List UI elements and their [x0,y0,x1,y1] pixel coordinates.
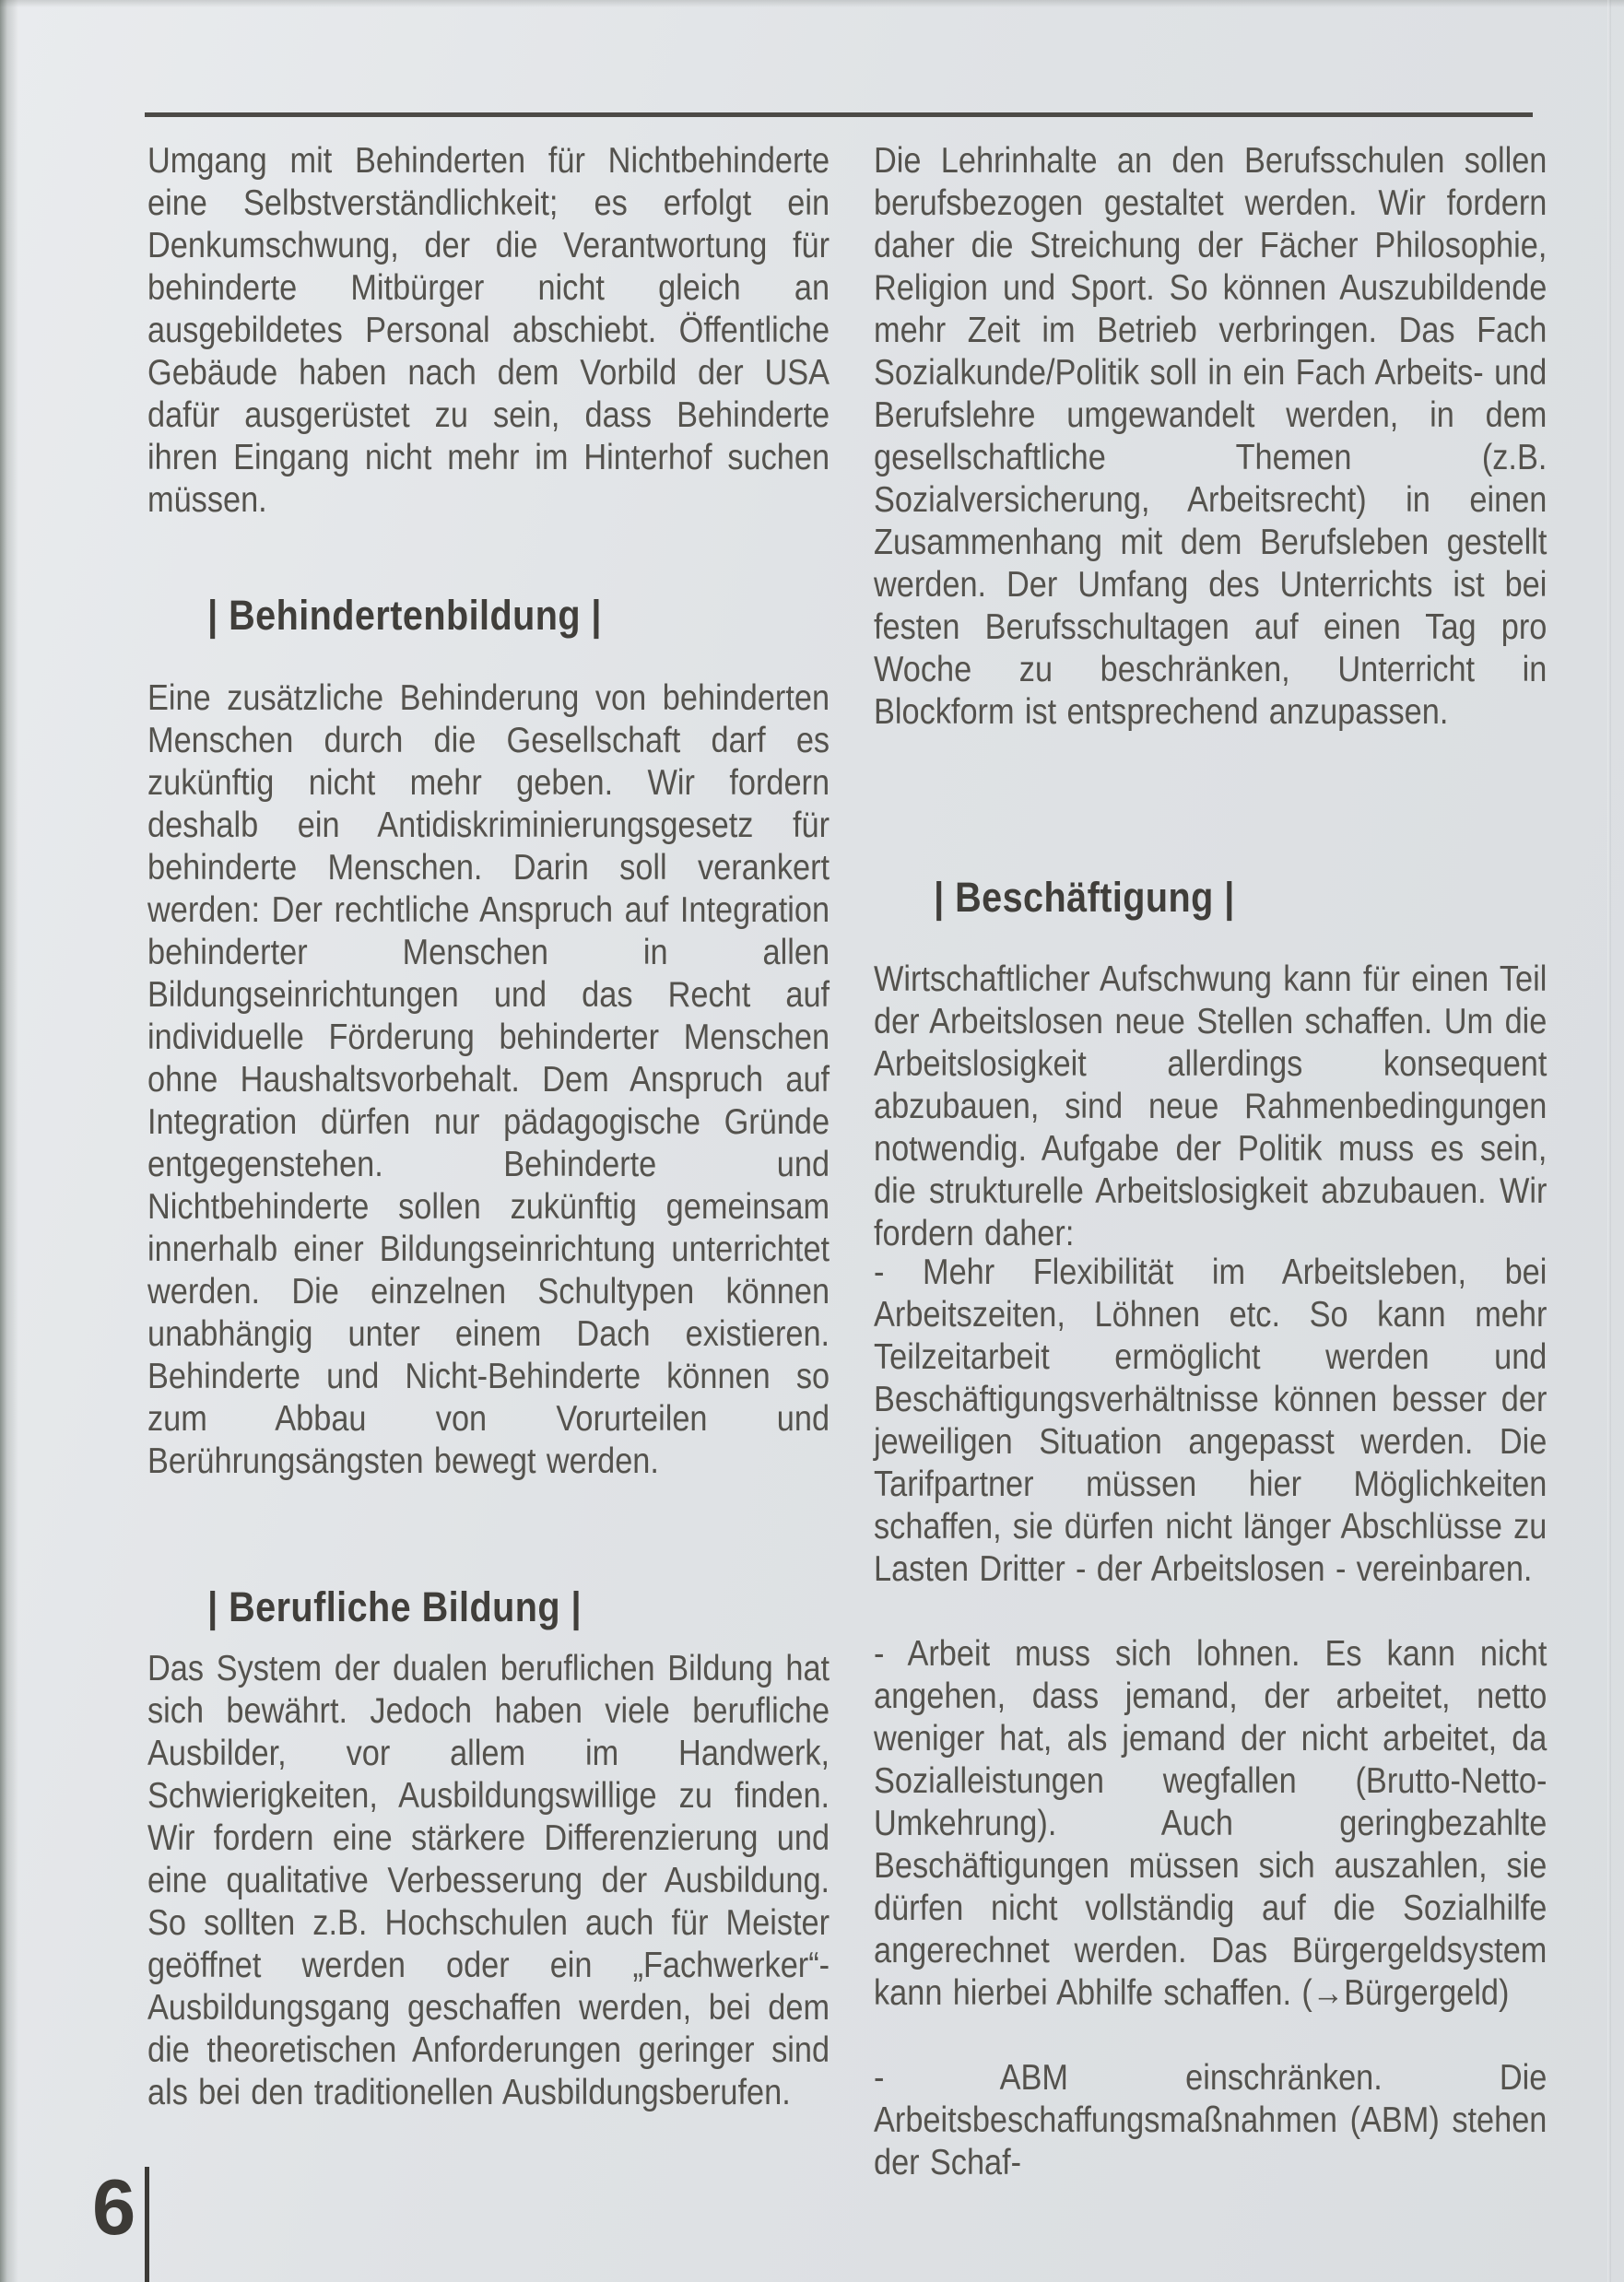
list-item-abm-einschraenken: - ABM einschränken. Die Arbeitsbeschaffungsmaßnahmen (ABM) stehen der Schaf- [874,2058,1548,2182]
footer-rule [145,2167,149,2282]
page-number: 6 [92,2164,136,2252]
left-column [147,0,830,2282]
paragraph-lehrinhalte: Die Lehrinhalte an den Berufsschulen sollen berufsbezogen gestaltet werden. Wir fordern daher die Streichung der Fächer Philosophie, Religion und Sport. So können Auszubildende mehr Zeit im Betrieb verbringen. Das Fach Sozialkunde/Politik soll in ein Fach Arbeits- und Berufslehre umgewandelt werden, in dem gesellschaftliche Themen (z.B. Sozialversicherung, Arbeitsrecht) in einen Zusammenhang mit dem Berufsleben gestellt werden. Der Umfang des Unterrichts ist bei festen Berufsschultagen auf einen Tag pro Woche zu beschränken, Unterricht in Blockform ist entsprechend anzupassen. [874,141,1548,732]
paper-crease [1607,0,1611,2282]
list-item-arbeit-muss-sich-lohnen: - Arbeit muss sich lohnen. Es kann nicht angehen, dass jemand, der arbeitet, netto weniger hat, als jemand der nicht arbeitet, da Sozialleistungen wegfallen (Brutto-Netto-Umkehrung). Auch geringbezahlte Beschäftigungen müssen sich auszahlen, sie dürfen nicht vollständig auf die Sozialhilfe angerechnet werden. Das Bürgergeldsystem kann hierbei Abhilfe schaffen. (→Bürgergeld) [874,1634,1548,2013]
heading-behindertenbildung: | Behindertenbildung | [207,592,602,639]
list-item-flexibilitaet: - Mehr Flexibilität im Arbeitsleben, bei Arbeitszeiten, Löhnen etc. So kann mehr Teilzeitarbeit ermöglicht werden und Beschäftigungsverhältnisse können besser der jeweiligen Situation angepasst werden. Die Tarifpartner müssen hier Möglichkeiten schaffen, sie dürfen nicht länger Abschlüsse zu Lasten Dritter - der Arbeitslosen - vereinbaren. [874,1253,1548,1589]
right-column [874,0,1547,2282]
paragraph-umgang-mit-behinderten: Umgang mit Behinderten für Nichtbehinderte eine Selbstverständlichkeit; es erfolgt ein Denkumschwung, der die Verantwortung für behinderte Mitbürger nicht gleich an ausgebildetes Personal abschiebt. Öffentliche Gebäude haben nach dem Vorbild der USA dafür ausgerüstet zu sein, dass Behinderte ihren Eingang nicht mehr im Hinterhof suchen müssen. [147,141,830,520]
heading-beschaeftigung: | Beschäftigung | [934,874,1235,921]
heading-berufliche-bildung: | Berufliche Bildung | [207,1583,582,1630]
paragraph-berufliche-bildung: Das System der dualen beruflichen Bildung hat sich bewährt. Jedoch haben viele berufliche Ausbilder, vor allem im Handwerk, Schwierigkeiten, Ausbildungswillige zu finden. Wir fordern eine stärkere Differenzierung und eine qualitative Verbesserung der Ausbildung. So sollten z.B. Hochschulen auch für Meister geöffnet werden oder ein „Fachwerker“-Ausbildungsgang geschaffen werden, bei dem die theoretischen Anforderungen geringer sind als bei den traditionellen Ausbildungsberufen. [147,1649,830,2112]
paragraph-wirtschaftlicher-aufschwung: Wirtschaftlicher Aufschwung kann für einen Teil der Arbeitslosen neue Stellen schaffen. Um die Arbeitslosigkeit allerdings konsequent abzubauen, sind neue Rahmenbedingungen notwendig. Aufgabe der Politik muss es sein, die strukturelle Arbeitslosigkeit abzubauen. Wir fordern daher: [874,959,1548,1253]
scan-edge-shadow [0,0,18,2282]
paragraph-behindertenbildung: Eine zusätzliche Behinderung von behinderten Menschen durch die Gesellschaft darf es zukünftig nicht mehr geben. Wir fordern deshalb ein Antidiskriminierungsgesetz für behinderte Menschen. Darin soll verankert werden: Der rechtliche Anspruch auf Integration behinderter Menschen in allen Bildungseinrichtungen und das Recht auf individuelle Förderung behinderter Menschen ohne Haushaltsvorbehalt. Dem Anspruch auf Integration dürfen nur pädagogische Gründe entgegenstehen. Behinderte und Nichtbehinderte sollen zukünftig gemeinsam innerhalb einer Bildungseinrichtung unterrichtet werden. Die einzelnen Schultypen können unabhängig unter einem Dach existieren. Behinderte und Nicht-Behinderte können so zum Abbau von Vorurteilen und Berührungsängsten bewegt werden. [147,678,830,1481]
